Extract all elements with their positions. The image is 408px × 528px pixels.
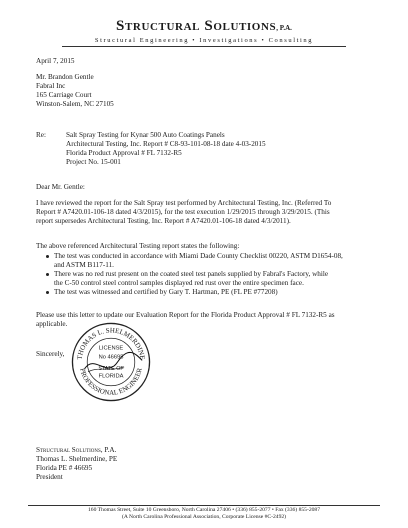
seal-name: THOMAS L. SHELMERDINE — [75, 326, 147, 361]
re-subject — [66, 131, 266, 167]
signer-license: Florida PE # 46695 — [36, 464, 93, 472]
seal-license-label: LICENSE — [98, 345, 124, 352]
seal-license-number: No 46695 — [98, 354, 124, 361]
paragraph-line: I have reviewed the report for the Salt Spray test performed by Architectural Testing, Inc. (Referred To — [36, 199, 332, 207]
seal-state-label: STATE OF — [98, 366, 124, 373]
letter-date: April 7, 2015 — [36, 57, 75, 65]
signer-title: President — [36, 473, 63, 481]
recipient-address — [36, 73, 114, 109]
signer-name: Thomas L. Shelmerdine, PE — [36, 455, 118, 463]
seal-state-name: FLORIDA — [98, 373, 124, 380]
footer-address: 160 Thomas Street, Suite 10 Greensboro, North Carolina 27406 • (336) 855-2077 • Fax (336) 855-2087 — [87, 507, 321, 513]
bullet-icon — [46, 255, 49, 258]
paragraph-line: Report # A7420.01-106-18 dated 4/3/2015), for the test execution 1/29/2015 through 3/29/2015. (This — [36, 208, 330, 216]
recipient-line: Mr. Brandon Gentle — [36, 73, 94, 81]
letterhead-divider — [62, 46, 346, 47]
signer-firm: Structural Solutions, P.A. — [36, 446, 117, 454]
paragraph-line: applicable. — [36, 320, 68, 328]
bullet-icon — [46, 291, 49, 294]
paragraph-line: Please use this letter to update our Evaluation Report for the Florida Product Approval # FL 7132-R5 as — [36, 311, 335, 319]
engineer-seal-icon — [70, 321, 152, 403]
re-line: Architectural Testing, Inc. Report # C8-93-101-08-18 date 4-03-2015 — [66, 140, 266, 148]
paragraph-line: report supersedes Architectural Testing, Inc. Report # A7420.01-106-18 dated 4/3/2011). — [36, 217, 291, 225]
footer-license: (A North Carolina Professional Association, Corporate License #C-2492) — [121, 514, 287, 520]
recipient-line: Winston-Salem, NC 27105 — [36, 100, 114, 108]
recipient-line: Fabral Inc — [36, 82, 66, 90]
paragraph-findings-intro: The above referenced Architectural Testing report states the following: — [36, 242, 240, 250]
closing: Sincerely, — [36, 350, 65, 358]
footer — [0, 507, 408, 521]
recipient-line: 165 Carriage Court — [36, 91, 92, 99]
paragraph-intro — [36, 199, 331, 226]
company-letterhead — [0, 18, 408, 35]
signature-block — [36, 446, 117, 482]
re-label: Re: — [36, 131, 46, 139]
footer-divider — [28, 505, 380, 506]
company-tagline: Structural Engineering • Investigations • Consulting — [94, 37, 314, 44]
seal-profession: PROFESSIONAL ENGINEER — [78, 367, 144, 397]
re-line: Project No. 15-001 — [66, 158, 121, 166]
company-name: Structural Solutions — [116, 18, 277, 34]
bullet-icon — [46, 273, 49, 276]
re-line: Florida Product Approval # FL 7132-R5 — [66, 149, 182, 157]
re-line: Salt Spray Testing for Kynar 500 Auto Coatings Panels — [66, 131, 225, 139]
salutation: Dear Mr. Gentle: — [36, 183, 85, 191]
company-suffix: , P.A. — [276, 24, 292, 32]
